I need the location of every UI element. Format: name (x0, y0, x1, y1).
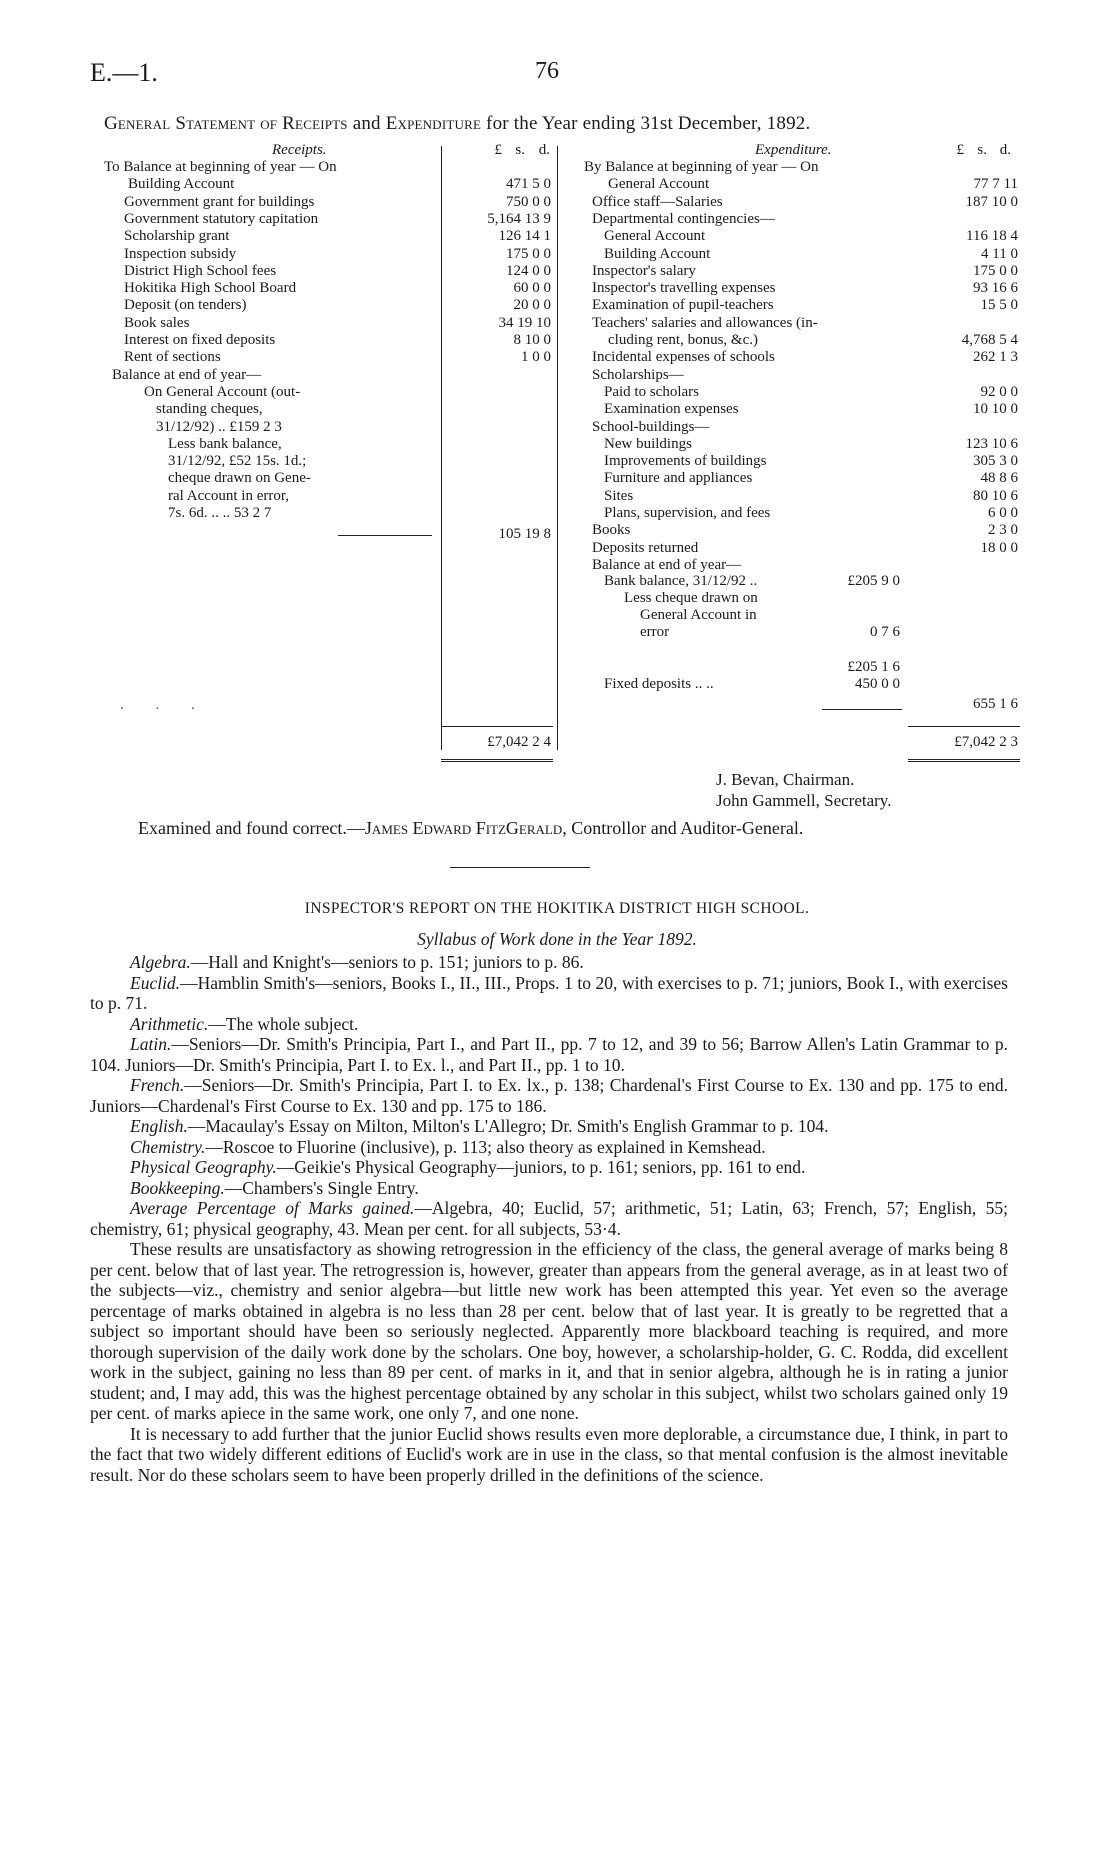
receipts-line-text: Government grant for buildings (124, 193, 315, 210)
receipts-pence-header: d. (538, 142, 550, 158)
receipts-line-amount: 124 0 0 (506, 262, 551, 279)
receipts-total: £7,042 2 4 (487, 734, 551, 750)
syllabus-subject: Bookkeeping. (130, 1177, 225, 1198)
title-part-4: for the Year ending 31st December, 1892. (481, 113, 811, 134)
auditor-name: James Edward FitzGerald (364, 818, 563, 838)
syllabus-text: —The whole subject. (208, 1013, 359, 1034)
expenditure-line-amount: 92 0 0 (980, 383, 1018, 400)
syllabus-subject: Chemistry. (130, 1136, 206, 1157)
report-body (90, 952, 1008, 1485)
receipts-line-amount: 105 19 8 (498, 526, 551, 543)
syllabus-item (90, 952, 1008, 973)
expenditure-line-amount: 6 0 0 (988, 505, 1018, 521)
expenditure-line-text: Improvements of buildings (604, 453, 767, 470)
expenditure-line-amount: 10 10 0 (973, 401, 1018, 418)
receipts-line-text: 31/12/92) .. £159 2 3 (156, 418, 282, 435)
expenditure-line-amount: 4,768 5 4 (961, 332, 1018, 348)
expenditure-line-text: Examination expenses (604, 401, 739, 418)
expenditure-line-amount: 18 0 0 (980, 539, 1018, 556)
report-subtitle: Syllabus of Work done in the Year 1892. (417, 929, 697, 949)
expenditure-line-text: Inspector's salary (592, 262, 696, 279)
receipts-line-text: On General Account (out- (144, 383, 301, 400)
syllabus-text: —Macaulay's Essay on Milton, Milton's L'Allegro; Dr. Smith's English Grammar to p. 104. (187, 1116, 829, 1136)
balance-detail-text: error (640, 624, 670, 640)
expenditure-line-text: Building Account (604, 245, 711, 262)
syllabus-subject: Arithmetic. (130, 1013, 209, 1034)
expenditure-line-text: General Account (604, 228, 706, 245)
expenditure-line-text: School-buildings— (592, 418, 710, 435)
expenditure-line-text: Plans, supervision, and fees (604, 505, 771, 521)
syllabus-text: —Geikie's Physical Geography—juniors, to p. 161; seniors, pp. 161 to end. (276, 1157, 806, 1177)
expenditure-line-text: Deposits returned (592, 539, 699, 556)
expenditure-line-amount: 77 7 11 (973, 176, 1018, 193)
expenditure-line-text: Departmental contingencies— (592, 210, 775, 227)
expenditure-line-amount: 123 10 6 (965, 435, 1018, 452)
expenditure-pence-header: d. (999, 142, 1011, 158)
receipts-line-text: ral Account in error, (168, 487, 290, 504)
expenditure-line-amount: 2 3 0 (988, 522, 1018, 539)
section-divider (450, 867, 590, 868)
syllabus-item (90, 1178, 1008, 1199)
balance-detail-text: Fixed deposits .. .. (604, 676, 714, 692)
expenditure-line-text: Paid to scholars (604, 383, 699, 400)
balance-detail-text: Less cheque drawn on (624, 590, 758, 606)
expenditure-line-text: By Balance at beginning of year — On (584, 159, 819, 175)
receipts-heading: Receipts. (272, 142, 327, 158)
balance-detail-amount: £205 9 0 (847, 573, 900, 589)
expenditure-balance-amount: 655 1 6 (973, 696, 1018, 712)
expenditure-line-text: Books (592, 522, 631, 539)
receipts-line-amount: 60 0 0 (513, 280, 551, 297)
expenditure-line-text: Scholarships— (592, 366, 684, 383)
syllabus-text: —Seniors—Dr. Smith's Principia, Part I., and Part II., pp. 7 to 12, and 39 to 56; Barrow Allen's Latin Grammar to p. 104. Juniors—Dr. Smith's Principia, Part I. to Ex. l., and Part II., pp. 1 to 10. (90, 1034, 1008, 1075)
syllabus-subject: Euclid. (130, 972, 181, 993)
receipts-line-text: Interest on fixed deposits (124, 332, 276, 348)
expenditure-heading: Expenditure. (755, 142, 832, 158)
accounts-table (0, 0, 1114, 780)
expenditure-line-text: Inspector's travelling expenses (592, 280, 776, 297)
column-divider (557, 146, 558, 750)
report-paragraphs (90, 1239, 1008, 1485)
page-number: 76 (535, 58, 559, 84)
receipts-pound-header: £ (494, 142, 502, 158)
receipts-line-text: 7s. 6d. .. .. 53 2 7 (168, 505, 272, 521)
expenditure-line-text: Incidental expenses of schools (592, 349, 775, 366)
receipts-line-text: Deposit (on tenders) (124, 297, 247, 314)
syllabus-item (90, 1075, 1008, 1116)
expenditure-total-rule-top (908, 726, 1020, 727)
syllabus-item (90, 1198, 1008, 1239)
receipts-total-rule-bottom (441, 759, 553, 762)
expenditure-total: £7,042 2 3 (954, 734, 1018, 750)
receipts-line-text: cheque drawn on Gene- (168, 470, 311, 487)
syllabus-text: —Hall and Knight's—seniors to p. 151; juniors to p. 86. (190, 952, 584, 972)
expenditure-line-text: cluding rent, bonus, &c.) (608, 332, 758, 348)
receipts-line-text: Balance at end of year— (112, 366, 262, 383)
expenditure-line-text: Sites (604, 487, 634, 504)
expenditure-line-amount: 4 11 0 (981, 245, 1018, 262)
syllabus-text: —Roscoe to Fluorine (inclusive), p. 113; also theory as explained in Kemshead. (205, 1136, 766, 1157)
receipts-line-amount: 34 19 10 (498, 314, 551, 331)
receipts-line-amount: 750 0 0 (506, 193, 551, 210)
balance-detail-amount: £205 1 6 (847, 659, 900, 675)
receipts-subtotal-rule (338, 535, 432, 536)
syllabus-subject: English. (130, 1116, 188, 1136)
syllabus-text: —Hamblin Smith's—seniors, Books I., II., III., Props. 1 to 20, with exercises to p. 71; juniors, Book I., with exercises to p. 71. (90, 972, 1008, 1013)
expenditure-line-amount: 187 10 0 (965, 193, 1018, 210)
expenditure-line-text: Office staff—Salaries (592, 193, 723, 210)
receipts-line-text: Government statutory capitation (124, 210, 319, 227)
expenditure-line-amount: 116 18 4 (966, 228, 1018, 245)
syllabus-item (90, 1157, 1008, 1178)
balance-detail-text: Bank balance, 31/12/92 .. (604, 573, 758, 589)
signature-chairman: J. Bevan, Chairman. (716, 770, 855, 789)
syllabus-subject: Algebra. (130, 952, 191, 972)
expenditure-line-amount: 262 1 3 (973, 349, 1018, 366)
receipts-line-amount: 471 5 0 (506, 176, 551, 193)
receipts-line-text: Inspection subsidy (124, 245, 237, 262)
report-title: INSPECTOR'S REPORT ON THE HOKITIKA DISTRICT HIGH SCHOOL. (304, 900, 810, 917)
receipts-line-text: Book sales (124, 314, 190, 331)
receipts-line-amount: 175 0 0 (506, 245, 551, 262)
expenditure-balance-rule (822, 709, 902, 710)
syllabus-text: —Seniors—Dr. Smith's Principia, Part I. to Ex. lx., p. 138; Chardenal's First Course to Ex. 130 and pp. 175 to end. Juniors—Chardenal's First Course to Ex. 130 and pp. 175 to 186. (90, 1075, 1008, 1116)
examined-tail: , Controllor and Auditor-General. (562, 818, 804, 838)
receipts-line-text: Rent of sections (124, 349, 221, 366)
receipts-total-rule-top (441, 726, 553, 727)
receipts-line-text: Scholarship grant (124, 228, 230, 245)
receipts-line-text: To Balance at beginning of year — On (104, 159, 337, 175)
balance-detail-amount: 450 0 0 (855, 676, 900, 692)
receipts-line-text: District High School fees (124, 262, 277, 279)
expenditure-line-text: Teachers' salaries and allowances (in- (592, 314, 818, 331)
receipts-shilling-header: s. (515, 142, 525, 158)
expenditure-line-amount: 175 0 0 (973, 262, 1018, 279)
balance-detail-amount: 0 7 6 (870, 624, 900, 640)
syllabus-subject: Physical Geography. (130, 1157, 277, 1177)
receipts-line-text: Hokitika High School Board (124, 280, 297, 297)
syllabus-item (90, 1137, 1008, 1158)
receipts-line-amount: 5,164 13 9 (487, 210, 551, 227)
title-part-1: General Statement of Receipts (104, 113, 348, 134)
receipts-line-amount: 1 0 0 (521, 349, 551, 366)
syllabus-subject: Latin. (130, 1034, 172, 1054)
expenditure-total-rule-bottom (908, 759, 1020, 762)
syllabus-item (90, 1014, 1008, 1035)
margin-dots: . . . (120, 697, 209, 713)
expenditure-pound-header: £ (956, 142, 964, 158)
syllabus-list (90, 952, 1008, 1239)
syllabus-item (90, 1034, 1008, 1075)
receipts-amount-rule (441, 146, 442, 750)
expenditure-line-amount: 80 10 6 (973, 487, 1018, 504)
syllabus-item (90, 973, 1008, 1014)
syllabus-text: —Chambers's Single Entry. (224, 1177, 419, 1198)
receipts-line-text: Less bank balance, (168, 435, 282, 452)
expenditure-line-text: Examination of pupil-teachers (592, 297, 774, 314)
syllabus-text: —Algebra, 40; Euclid, 57; arithmetic, 51; Latin, 63; French, 57; English, 55; chemistry, 61; physical geography, 43. Mean per cent. for all subjects, 53·4. (90, 1198, 1008, 1239)
receipts-line-amount: 8 10 0 (513, 332, 551, 348)
expenditure-line-amount: 48 8 6 (980, 470, 1018, 487)
syllabus-subject: Average Percentage of Marks gained. (130, 1198, 415, 1218)
expenditure-line-text: General Account (608, 176, 710, 193)
signature-secretary: John Gammell, Secretary. (716, 791, 892, 810)
report-paragraph: It is necessary to add further that the junior Euclid shows results even more deplorable, a circumstance due, I think, in part to the fact that two widely different editions of Euclid's work are in use in the class, so that mental confusion is the almost inevitable result. Nor do these scholars seem to have been properly drilled in the definitions of the science. (90, 1423, 1008, 1485)
page-header-code: E.—1. (90, 58, 158, 87)
receipts-line-amount: 126 14 1 (498, 228, 551, 245)
receipts-line-text: Building Account (128, 176, 235, 193)
expenditure-line-text: New buildings (604, 435, 692, 452)
expenditure-line-text: Furniture and appliances (604, 470, 753, 487)
report-paragraph: These results are unsatisfactory as showing retrogression in the efficiency of the class, the general average of marks being 8 per cent. below that of last year. The retrogression is, however, greater than appears from the general average, as in at least two of the subjects—viz., chemistry and senior algebra—but little new work has been attempted this year. Yet even so the average percentage of marks obtained in algebra is no less than 28 per cent. below that of last year. It is greatly to be regretted that a subject so important should have been so seriously neglected. Apparently more blackboard teaching is required, and more thorough supervision of the daily work done by the scholars. One boy, however, a scholarship-holder, G. C. Rodda, did excellent work in the subject, gaining no less than 89 per cent. of marks in it, and that in senior algebra, although he is in rating a junior student; and, I may add, this was the highest percentage obtained by any scholar in this subject, whilst two scholars gained only 19 per cent. of marks apiece in the same work, one only 7, and one none. (90, 1239, 1008, 1423)
title-part-3: Expenditure (385, 113, 482, 134)
syllabus-item (90, 1116, 1008, 1137)
examined-line (138, 818, 803, 838)
expenditure-line-amount: 305 3 0 (973, 453, 1018, 470)
syllabus-subject: French. (130, 1075, 185, 1095)
receipts-line-text: standing cheques, (156, 401, 263, 418)
expenditure-line-text: Balance at end of year— (592, 556, 742, 573)
examined-lead: Examined and found correct.— (138, 818, 365, 838)
title-part-2: and (347, 113, 386, 134)
expenditure-shilling-header: s. (977, 142, 987, 158)
receipts-line-amount: 20 0 0 (513, 297, 551, 314)
expenditure-line-amount: 15 5 0 (980, 297, 1018, 314)
balance-detail-text: General Account in (640, 607, 757, 623)
expenditure-line-amount: 93 16 6 (973, 280, 1018, 297)
receipts-line-text: 31/12/92, £52 15s. 1d.; (168, 453, 307, 470)
